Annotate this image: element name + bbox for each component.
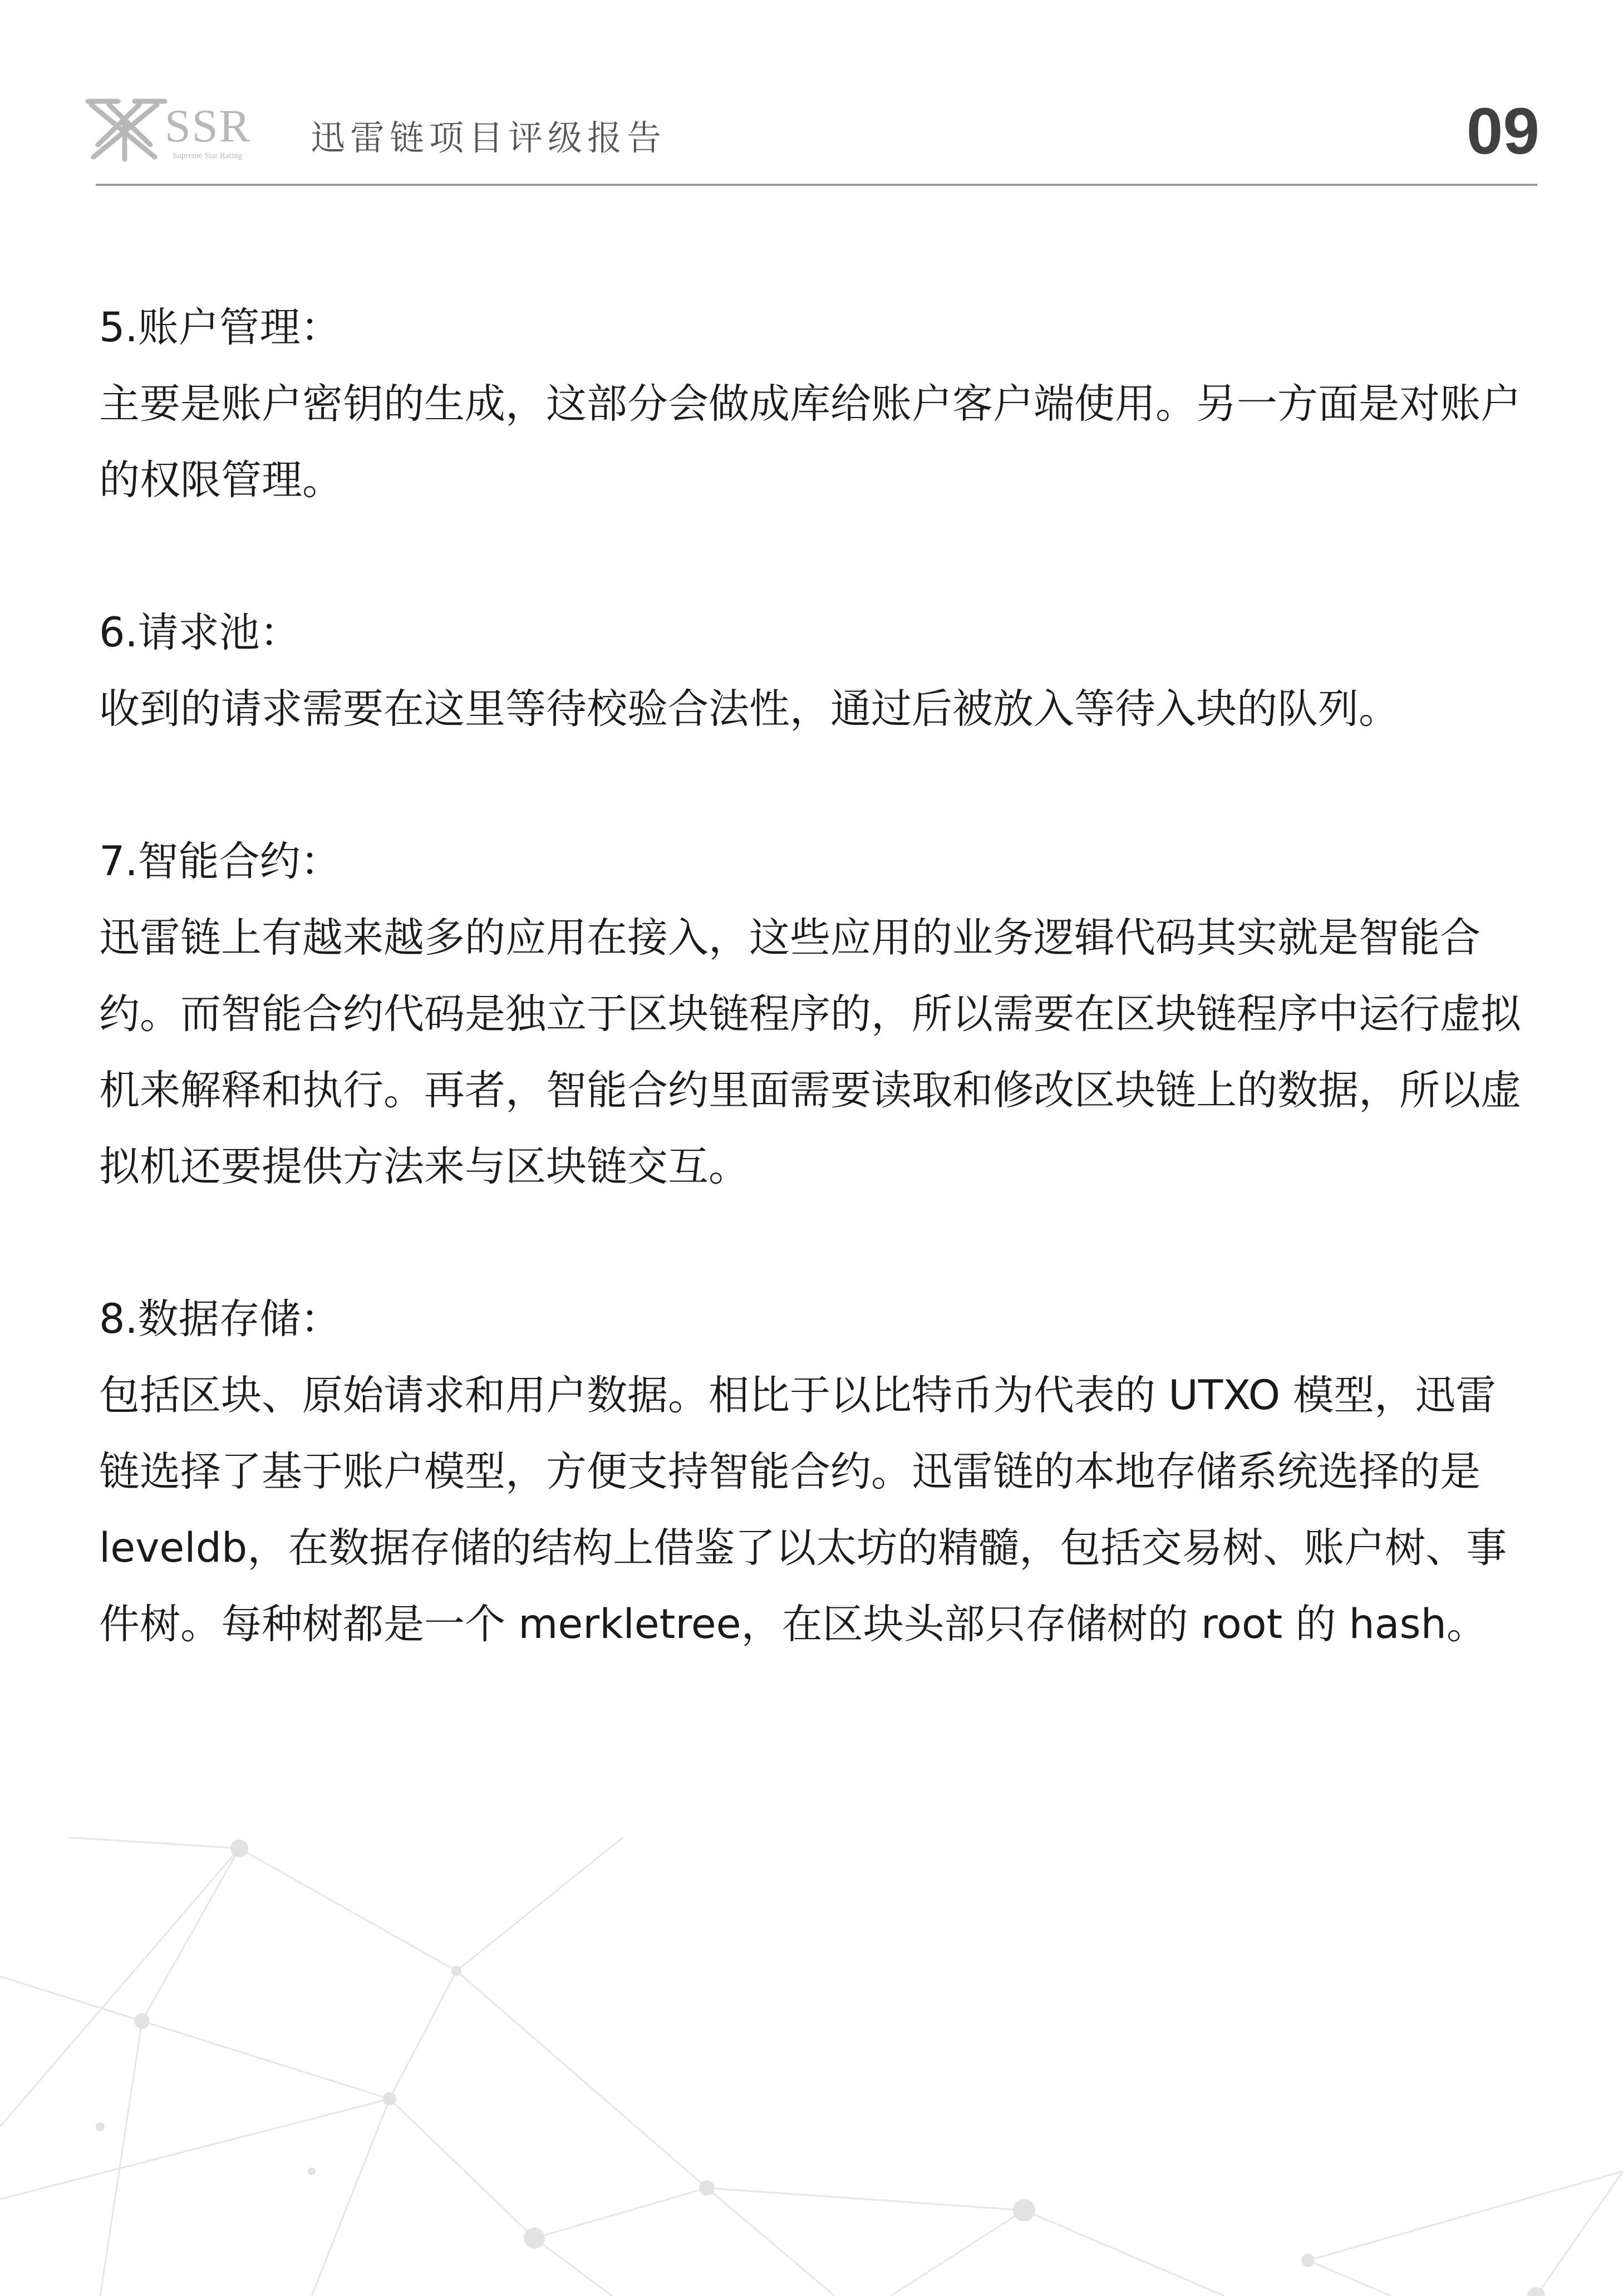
section-body: 包括区块、原始请求和用户数据。相比于以比特币为代表的 UTXO 模型，迅雷链选择了基于账户模型，方便支持智能合约。迅雷链的本地存储系统选择的是 leveldb，在数据存储的结构上借鉴了以太坊的精髓，包括交易树、账户树、事件树。每种树都是一个 merkletree，在区块头部只存储树的 root 的 hash。: [99, 1372, 1507, 1648]
section-data-storage: [99, 1281, 1535, 1662]
section-request-pool: [99, 595, 1535, 747]
page-header: [0, 0, 1623, 189]
header-divider: [96, 184, 1537, 186]
logo-text: SSR: [165, 100, 252, 152]
section-body: 迅雷链上有越来越多的应用在接入，这些应用的业务逻辑代码其实就是智能合约。而智能合约代码是独立于区块链程序的，所以需要在区块链程序中运行虚拟机来解释和执行。再者，智能合约里面需要读取和修改区块链上的数据，所以虚拟机还要提供方法来与区块链交互。: [99, 914, 1521, 1190]
section-heading: 8.数据存储：: [99, 1296, 341, 1343]
section-account-management: [99, 290, 1535, 518]
network-background-graphic: [0, 1837, 1623, 2296]
section-heading: 7.智能合约：: [99, 838, 341, 885]
section-heading: 5.账户管理：: [99, 304, 341, 351]
page-number: 09: [1466, 95, 1540, 168]
logo-subtitle: Supreme Star Rating: [173, 151, 242, 160]
section-heading: 6.请求池：: [99, 609, 301, 656]
ssr-logo: [83, 94, 273, 163]
main-content: [99, 290, 1535, 1739]
section-body: 收到的请求需要在这里等待校验合法性，通过后被放入等待入块的队列。: [99, 685, 1399, 733]
section-body: 主要是账户密钥的生成，这部分会做成库给账户客户端使用。另一方面是对账户的权限管理。: [99, 380, 1521, 504]
report-title: 迅雷链项目评级报告: [311, 117, 667, 158]
section-smart-contract: [99, 823, 1535, 1205]
